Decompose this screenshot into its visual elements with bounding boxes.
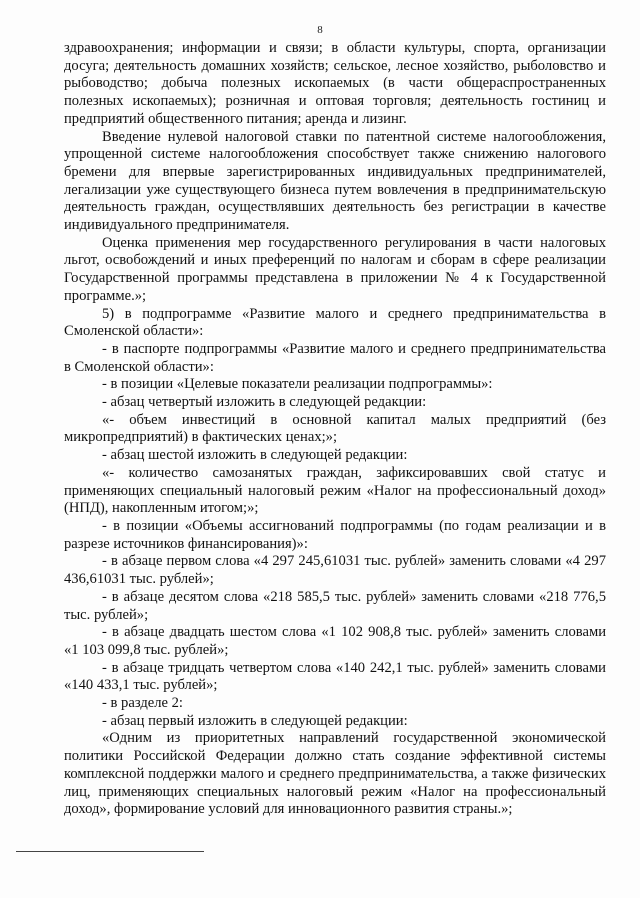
paragraph: - абзац шестой изложить в следующей редакции: xyxy=(102,447,408,464)
paragraph: - в абзаце двадцать шестом слова «1 102 908,8 тыс. рублей» заменить словами «1 103 099,8 тыс. рублей»; xyxy=(64,624,606,658)
paragraph: - в абзаце десятом слова «218 585,5 тыс. рублей» заменить словами «218 776,5 тыс. рублей»; xyxy=(64,588,606,623)
paragraph: - в разделе 2: xyxy=(102,695,183,712)
paragraph: Введение нулевой налоговой ставки по патентной системе налогообложения, упрощенной системе налогообложения способствует также снижению налогового бремени для впервые зарегистрированных индивидуальных предпринимателей, легализации уже существующего бизнеса путем вовлечения в предпринимательскую деятельность граждан, осуществлявших деятельность без регистрации в качестве индивидуального предпринимателя. xyxy=(64,128,606,234)
document-body xyxy=(64,40,606,819)
paragraph: - в позиции «Целевые показатели реализации подпрограммы»: xyxy=(102,376,493,393)
paragraph: - в абзаце первом слова «4 297 245,61031 тыс. рублей» заменить словами «4 297 436,61031 тыс. рублей»; xyxy=(64,553,606,588)
paragraph: 5) в подпрограмме «Развитие малого и среднего предпринимательства в Смоленской области»: xyxy=(64,305,606,340)
paragraph: - абзац четвертый изложить в следующей редакции: xyxy=(102,394,427,411)
paragraph: «- объем инвестиций в основной капитал малых предприятий (без микропредприятий) в фактических ценах;»; xyxy=(64,411,606,446)
paragraph: - в абзаце тридцать четвертом слова «140 242,1 тыс. рублей» заменить словами «140 433,1 тыс. рублей»; xyxy=(64,659,606,694)
paragraph: - абзац первый изложить в следующей редакции: xyxy=(102,712,408,729)
paragraph: «Одним из приоритетных направлений государственной экономической политики Российской Федерации должно стать создание эффективной системы комплексной поддержки малого и среднего предпринимательства, а также физических лиц, применяющих специальных налоговый режим «Налог на профессиональный доход», формирование условий для инновационного развития страны.»; xyxy=(64,730,606,818)
page-number: 8 xyxy=(317,24,323,36)
paragraph: - в позиции «Объемы ассигнований подпрограммы (по годам реализации и в разрезе источников финансирования)»: xyxy=(64,517,606,552)
paragraph: Оценка применения мер государственного регулирования в части налоговых льгот, освобождений и иных преференций по налогам и сборам в сфере реализации Государственной программы представлена в приложении № 4 к Государственной программе.»; xyxy=(64,234,606,304)
paragraph: «- количество самозанятых граждан, зафиксировавших свой статус и применяющих специальный налоговый режим «Налог на профессиональный доход» (НПД), накопленным итогом;»; xyxy=(64,464,606,517)
paragraph: - в паспорте подпрограммы «Развитие малого и среднего предпринимательства в Смоленской области»: xyxy=(64,340,606,375)
footnote-separator xyxy=(16,851,204,852)
paragraph: здравоохранения; информации и связи; в области культуры, спорта, организации досуга; деятельность домашних хозяйств; сельское, лесное хозяйство, рыболовство и рыбоводство; добыча полезных ископаемых (в части общераспространенных полезных ископаемых); розничная и оптовая торговля; деятельность гостиниц и предприятий общественного питания; аренда и лизинг. xyxy=(64,40,606,127)
